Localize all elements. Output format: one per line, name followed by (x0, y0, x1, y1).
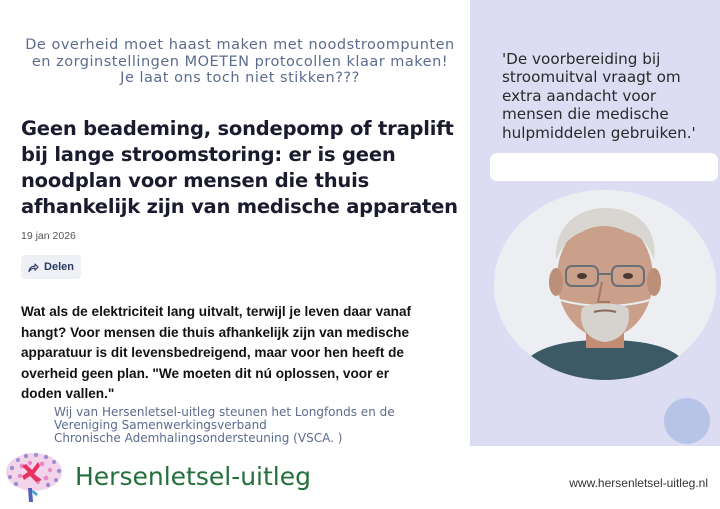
share-icon (28, 262, 39, 273)
share-label: Delen (44, 261, 74, 273)
support-line: Wij van Hersenletsel-uitleg steunen het Longfonds en de (54, 405, 395, 419)
website-link[interactable]: www.hersenletsel-uitleg.nl (569, 476, 708, 490)
brain-logo-icon (2, 450, 66, 504)
decorative-circle (664, 398, 710, 444)
article-date: 19 jan 2026 (21, 230, 76, 242)
header-line: Je laat ons toch niet stikken??? (120, 70, 360, 86)
quote-bar (490, 153, 718, 181)
article-lead: Wat als de elektriciteit lang uitvalt, terwijl je leven daar vanaf hangt? Voor mensen die thuis afhankelijk zijn van medische apparatuur is dit levensbedreigend, maar voor hen heeft de overheid geen plan. "We moeten dit nú oplossen, voor er doden vallen." (21, 304, 412, 401)
quote-text: 'De voorbereiding bij stroomuitval vraagt om extra aandacht voor mensen die medische hulpmiddelen gebruiken.' (502, 50, 696, 142)
header-line: De overheid moet haast maken met noodstroompunten (25, 37, 455, 53)
support-text (54, 406, 434, 445)
article-headline: Geen beademing, sondepomp of traplift bij lange stroomstoring: er is geen noodplan voor mensen die thuis afhankelijk zijn van medische apparaten (21, 117, 458, 218)
brand-name: Hersenletsel-uitleg (75, 462, 311, 491)
header-text (10, 37, 470, 87)
portrait-photo (494, 190, 716, 380)
share-button[interactable] (21, 255, 81, 279)
support-line: Vereniging Samenwerkingsverband (54, 418, 267, 432)
header-line: en zorginstellingen MOETEN protocollen klaar maken! (31, 53, 449, 70)
support-line: Chronische Ademhalingsondersteuning (VSCA. ) (54, 431, 343, 445)
